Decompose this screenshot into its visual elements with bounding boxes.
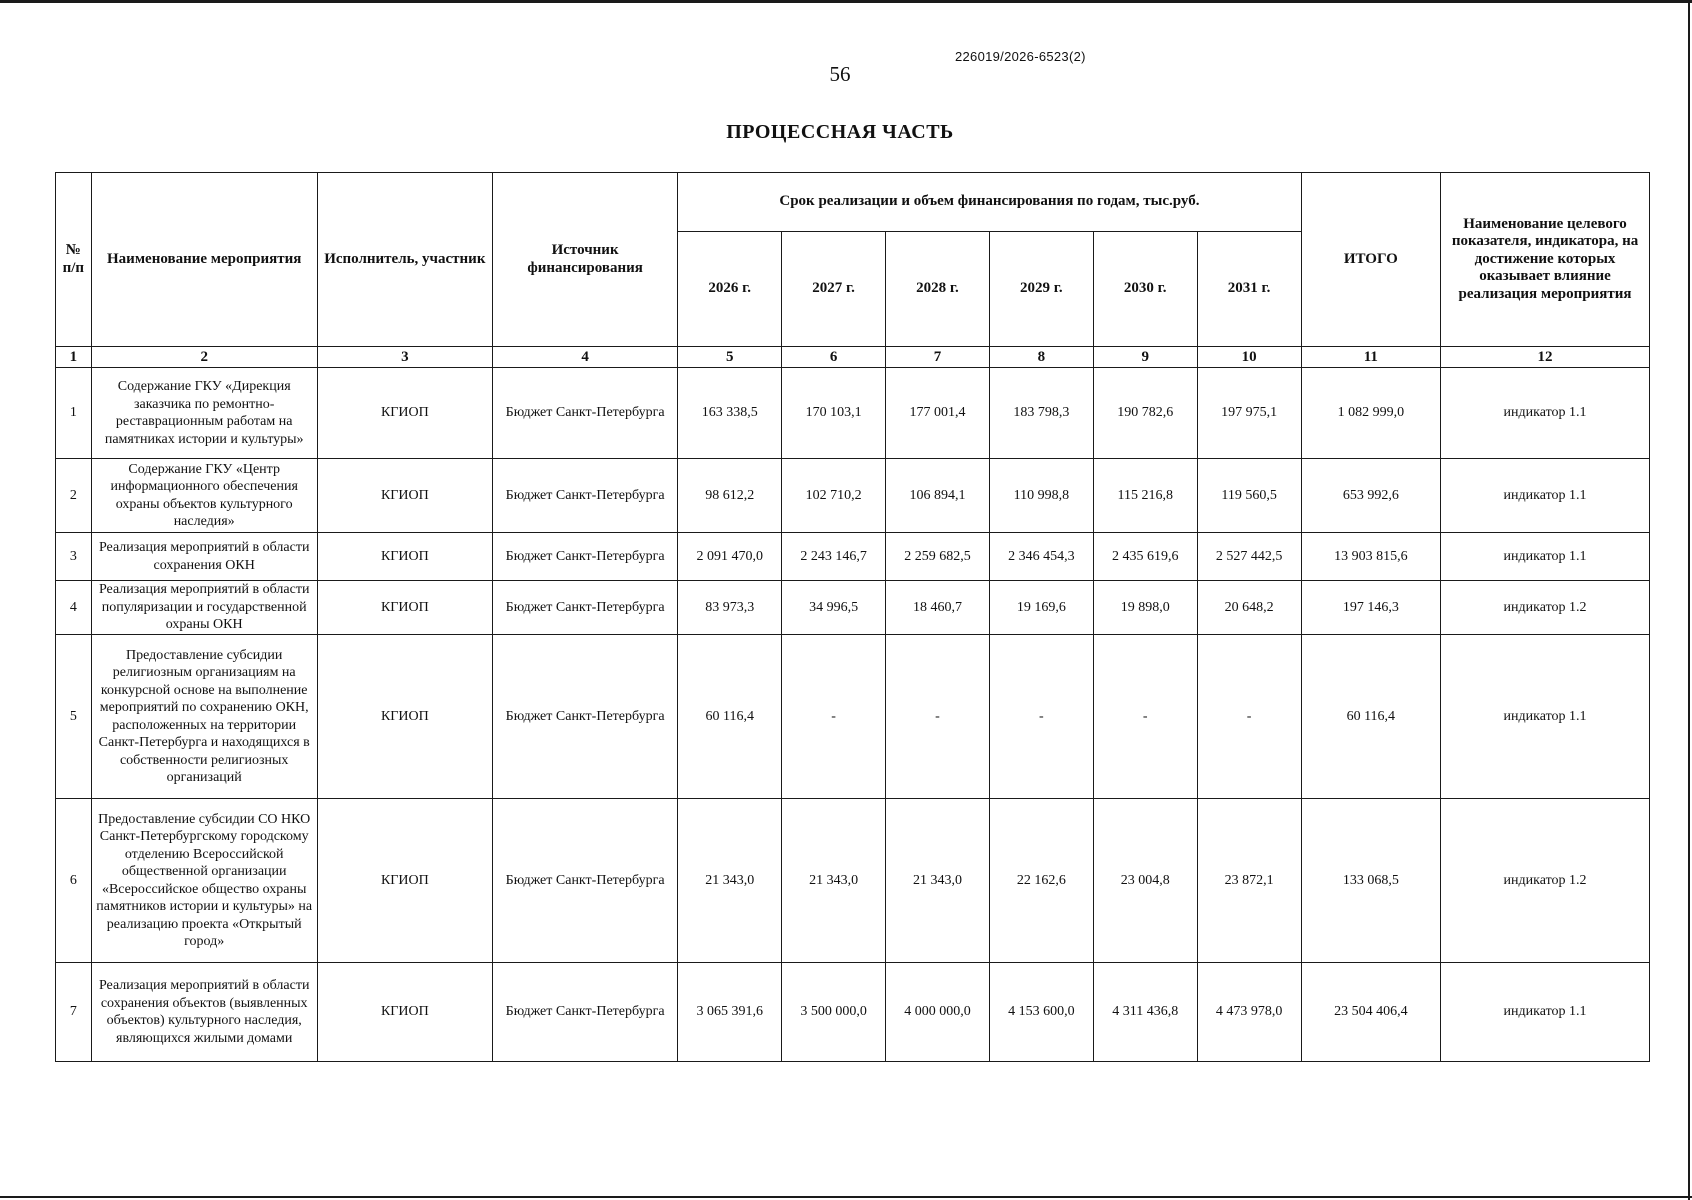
- header-total: ИТОГО: [1301, 173, 1441, 347]
- year-value-cell: 4 311 436,8: [1093, 963, 1197, 1062]
- executor-cell: КГИОП: [317, 368, 492, 459]
- activity-name: Предоставление субсидии религиозным организациям на конкурсной основе на выполнение мероприятий по сохранению ОКН, расположенных на территории Санкт-Петербурга и находящихся в собственности религиозных организаций: [91, 635, 317, 799]
- column-number: 8: [989, 347, 1093, 368]
- year-value-cell: 102 710,2: [782, 459, 886, 533]
- year-value-cell: 106 894,1: [886, 459, 990, 533]
- year-value-cell: -: [989, 635, 1093, 799]
- indicator-cell: индикатор 1.2: [1441, 581, 1650, 635]
- activity-name: Реализация мероприятий в области сохранения ОКН: [91, 533, 317, 581]
- registration-number: 226019/2026-6523(2): [955, 49, 1086, 64]
- year-value-cell: 21 343,0: [678, 799, 782, 963]
- table-row: [56, 581, 1650, 635]
- header-period: Срок реализации и объем финансирования по годам, тыс.руб.: [678, 173, 1301, 232]
- year-value-cell: 3 500 000,0: [782, 963, 886, 1062]
- header-indicator: Наименование целевого показателя, индикатора, на достижение которых оказывает влияние реализация мероприятия: [1441, 173, 1650, 347]
- table-row: [56, 533, 1650, 581]
- year-value-cell: 23 872,1: [1197, 799, 1301, 963]
- page-number: 56: [829, 62, 851, 86]
- total-cell: 23 504 406,4: [1301, 963, 1441, 1062]
- header-year: 2026 г.: [678, 232, 782, 347]
- column-number: 10: [1197, 347, 1301, 368]
- indicator-cell: индикатор 1.1: [1441, 963, 1650, 1062]
- column-number: 12: [1441, 347, 1650, 368]
- row-number: 7: [56, 963, 92, 1062]
- activity-name: Реализация мероприятий в области сохранения объектов (выявленных объектов) культурного наследия, являющихся жилыми домами: [91, 963, 317, 1062]
- column-number: 2: [91, 347, 317, 368]
- row-number: 5: [56, 635, 92, 799]
- year-value-cell: 21 343,0: [886, 799, 990, 963]
- year-value-cell: 2 259 682,5: [886, 533, 990, 581]
- year-value-cell: -: [1093, 635, 1197, 799]
- year-value-cell: 98 612,2: [678, 459, 782, 533]
- executor-cell: КГИОП: [317, 459, 492, 533]
- executor-cell: КГИОП: [317, 799, 492, 963]
- year-value-cell: 119 560,5: [1197, 459, 1301, 533]
- year-value-cell: 3 065 391,6: [678, 963, 782, 1062]
- year-value-cell: 197 975,1: [1197, 368, 1301, 459]
- header-year: 2028 г.: [886, 232, 990, 347]
- header-year: 2031 г.: [1197, 232, 1301, 347]
- row-number: 2: [56, 459, 92, 533]
- header-year: 2029 г.: [989, 232, 1093, 347]
- year-value-cell: -: [1197, 635, 1301, 799]
- year-value-cell: 19 898,0: [1093, 581, 1197, 635]
- column-number: 11: [1301, 347, 1441, 368]
- year-value-cell: 83 973,3: [678, 581, 782, 635]
- year-value-cell: 21 343,0: [782, 799, 886, 963]
- column-number: 6: [782, 347, 886, 368]
- year-value-cell: 2 243 146,7: [782, 533, 886, 581]
- header-row-top: [56, 173, 1650, 232]
- year-value-cell: 2 527 442,5: [1197, 533, 1301, 581]
- page-frame-top: [0, 0, 1692, 3]
- header-year: 2030 г.: [1093, 232, 1197, 347]
- year-value-cell: 4 153 600,0: [989, 963, 1093, 1062]
- total-cell: 60 116,4: [1301, 635, 1441, 799]
- page-title: ПРОЦЕССНАЯ ЧАСТЬ: [726, 121, 954, 143]
- source-cell: Бюджет Санкт-Петербурга: [492, 635, 677, 799]
- table-row: [56, 963, 1650, 1062]
- year-value-cell: 110 998,8: [989, 459, 1093, 533]
- table-row: [56, 459, 1650, 533]
- executor-cell: КГИОП: [317, 581, 492, 635]
- page-frame-bottom: [0, 1196, 1692, 1198]
- column-number: 1: [56, 347, 92, 368]
- header-source: Источник финансирования: [492, 173, 677, 347]
- source-cell: Бюджет Санкт-Петербурга: [492, 459, 677, 533]
- column-number: 9: [1093, 347, 1197, 368]
- source-cell: Бюджет Санкт-Петербурга: [492, 581, 677, 635]
- year-value-cell: 170 103,1: [782, 368, 886, 459]
- year-value-cell: 115 216,8: [1093, 459, 1197, 533]
- table-row: [56, 635, 1650, 799]
- year-value-cell: -: [886, 635, 990, 799]
- source-cell: Бюджет Санкт-Петербурга: [492, 799, 677, 963]
- total-cell: 653 992,6: [1301, 459, 1441, 533]
- header-year: 2027 г.: [782, 232, 886, 347]
- row-number: 3: [56, 533, 92, 581]
- total-cell: 1 082 999,0: [1301, 368, 1441, 459]
- header-executor: Исполнитель, участник: [317, 173, 492, 347]
- year-value-cell: 18 460,7: [886, 581, 990, 635]
- executor-cell: КГИОП: [317, 963, 492, 1062]
- year-value-cell: 22 162,6: [989, 799, 1093, 963]
- year-value-cell: 4 000 000,0: [886, 963, 990, 1062]
- indicator-cell: индикатор 1.2: [1441, 799, 1650, 963]
- column-number-row: [56, 347, 1650, 368]
- year-value-cell: 2 091 470,0: [678, 533, 782, 581]
- column-number: 3: [317, 347, 492, 368]
- source-cell: Бюджет Санкт-Петербурга: [492, 963, 677, 1062]
- row-number: 4: [56, 581, 92, 635]
- column-number: 5: [678, 347, 782, 368]
- year-value-cell: 163 338,5: [678, 368, 782, 459]
- table-body: [56, 347, 1650, 1062]
- header-num: № п/п: [56, 173, 92, 347]
- executor-cell: КГИОП: [317, 635, 492, 799]
- indicator-cell: индикатор 1.1: [1441, 635, 1650, 799]
- year-value-cell: 60 116,4: [678, 635, 782, 799]
- total-cell: 13 903 815,6: [1301, 533, 1441, 581]
- indicator-cell: индикатор 1.1: [1441, 533, 1650, 581]
- row-number: 6: [56, 799, 92, 963]
- page-frame-right: [1688, 0, 1690, 1200]
- header-name: Наименование мероприятия: [91, 173, 317, 347]
- year-value-cell: 4 473 978,0: [1197, 963, 1301, 1062]
- year-value-cell: 2 346 454,3: [989, 533, 1093, 581]
- activity-name: Содержание ГКУ «Центр информационного обеспечения охраны объектов культурного наследия»: [91, 459, 317, 533]
- year-value-cell: 177 001,4: [886, 368, 990, 459]
- year-value-cell: 190 782,6: [1093, 368, 1197, 459]
- indicator-cell: индикатор 1.1: [1441, 459, 1650, 533]
- source-cell: Бюджет Санкт-Петербурга: [492, 533, 677, 581]
- year-value-cell: -: [782, 635, 886, 799]
- activity-name: Предоставление субсидии СО НКО Санкт-Петербургскому городскому отделению Всероссийской общественной организации «Всероссийское общество охраны памятников истории и культуры» на реализацию проекта «Открытый город»: [91, 799, 317, 963]
- row-number: 1: [56, 368, 92, 459]
- year-value-cell: 19 169,6: [989, 581, 1093, 635]
- year-value-cell: 23 004,8: [1093, 799, 1197, 963]
- executor-cell: КГИОП: [317, 533, 492, 581]
- year-value-cell: 2 435 619,6: [1093, 533, 1197, 581]
- financing-table: [55, 172, 1650, 1062]
- column-number: 7: [886, 347, 990, 368]
- source-cell: Бюджет Санкт-Петербурга: [492, 368, 677, 459]
- year-value-cell: 20 648,2: [1197, 581, 1301, 635]
- column-number: 4: [492, 347, 677, 368]
- total-cell: 197 146,3: [1301, 581, 1441, 635]
- activity-name: Содержание ГКУ «Дирекция заказчика по ремонтно-реставрационным работам на памятниках истории и культуры»: [91, 368, 317, 459]
- year-value-cell: 34 996,5: [782, 581, 886, 635]
- activity-name: Реализация мероприятий в области популяризации и государственной охраны ОКН: [91, 581, 317, 635]
- table-row: [56, 799, 1650, 963]
- indicator-cell: индикатор 1.1: [1441, 368, 1650, 459]
- year-value-cell: 183 798,3: [989, 368, 1093, 459]
- table-row: [56, 368, 1650, 459]
- total-cell: 133 068,5: [1301, 799, 1441, 963]
